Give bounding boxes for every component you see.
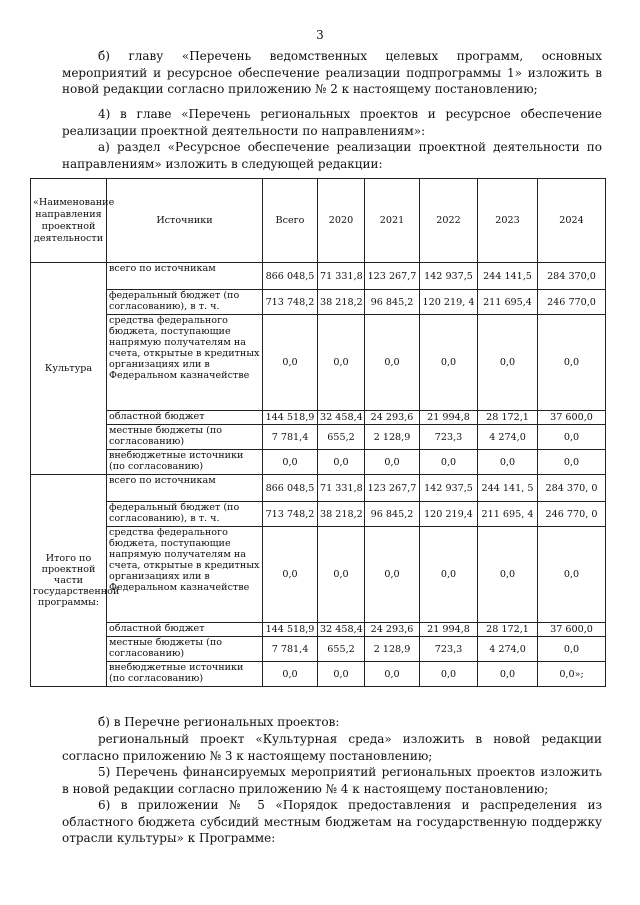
value-cell: 0,0: [538, 315, 606, 411]
value-cell: 0,0: [263, 450, 318, 475]
source-cell: областной бюджет: [107, 623, 263, 637]
value-cell: 120 219, 4: [420, 290, 478, 315]
value-cell: 211 695,4: [478, 290, 538, 315]
value-cell: 284 370,0: [538, 263, 606, 290]
value-cell: 713 748,2: [263, 290, 318, 315]
value-cell: 123 267,7: [365, 263, 420, 290]
table-row: [31, 502, 606, 527]
value-cell: 21 994,8: [420, 623, 478, 637]
table-row: [31, 662, 606, 687]
value-cell: 142 937,5: [420, 475, 478, 502]
value-cell: 0,0: [318, 662, 365, 687]
value-cell: 0,0: [420, 315, 478, 411]
table-row: [31, 623, 606, 637]
table-row: [31, 425, 606, 450]
resource-table: [30, 178, 606, 687]
value-cell: 0,0: [538, 450, 606, 475]
direction-total: Итого по проектной части государственной программы:: [31, 475, 107, 687]
value-cell: 723,3: [420, 425, 478, 450]
value-cell: 0,0: [538, 425, 606, 450]
value-cell: 244 141,5: [478, 263, 538, 290]
value-cell: 71 331,8: [318, 475, 365, 502]
source-cell: областной бюджет: [107, 411, 263, 425]
value-cell: 24 293,6: [365, 411, 420, 425]
value-cell: 0,0: [318, 527, 365, 623]
source-cell: всего по источникам: [107, 475, 263, 502]
table-row: [31, 527, 606, 623]
table-row: [31, 475, 606, 502]
value-cell: 0,0: [478, 662, 538, 687]
value-cell: 120 219,4: [420, 502, 478, 527]
header-year: 2024: [538, 179, 606, 263]
header-year: 2021: [365, 179, 420, 263]
value-cell: 0,0: [478, 527, 538, 623]
value-cell: 0,0: [365, 450, 420, 475]
paragraph-regional-list: б) в Перечне региональных проектов:: [98, 715, 340, 729]
value-cell: 866 048,5: [263, 475, 318, 502]
source-cell: федеральный бюджет (по согласованию), в т. ч.: [107, 502, 263, 527]
table-row: [31, 411, 606, 425]
source-cell: федеральный бюджет (по согласованию), в т. ч.: [107, 290, 263, 315]
source-cell: средства федерального бюджета, поступающие напрямую получателям на счета, открытые в кредитных организациях или в Федеральном казначействе: [107, 527, 263, 623]
table-row: [31, 290, 606, 315]
table-row: [31, 450, 606, 475]
table-row: [31, 263, 606, 290]
value-cell: 37 600,0: [538, 623, 606, 637]
value-cell: 24 293,6: [365, 623, 420, 637]
value-cell: 96 845,2: [365, 290, 420, 315]
table-row: [31, 315, 606, 411]
value-cell: 28 172,1: [478, 623, 538, 637]
value-cell: 0,0: [263, 527, 318, 623]
value-cell: 0,0: [420, 662, 478, 687]
source-cell: внебюджетные источники (по согласованию): [107, 662, 263, 687]
value-cell: 71 331,8: [318, 263, 365, 290]
value-cell: 0,0: [263, 315, 318, 411]
header-year: 2020: [318, 179, 365, 263]
source-cell: внебюджетные источники (по согласованию): [107, 450, 263, 475]
header-year: 2022: [420, 179, 478, 263]
value-cell: 0,0»;: [538, 662, 606, 687]
value-cell: 246 770, 0: [538, 502, 606, 527]
value-cell: 655,2: [318, 637, 365, 662]
value-cell: 655,2: [318, 425, 365, 450]
value-cell: 32 458,4: [318, 623, 365, 637]
value-cell: 37 600,0: [538, 411, 606, 425]
value-cell: 713 748,2: [263, 502, 318, 527]
value-cell: 0,0: [365, 662, 420, 687]
value-cell: 123 267,7: [365, 475, 420, 502]
paragraph-section-a: а) раздел «Ресурсное обеспечение реализации проектной деятельности по направлениям» изложить в следующей редакции:: [62, 140, 602, 171]
value-cell: 0,0: [263, 662, 318, 687]
header-total: Всего: [263, 179, 318, 263]
value-cell: 284 370, 0: [538, 475, 606, 502]
value-cell: 38 218,2: [318, 502, 365, 527]
paragraph-chapter-b: б) главу «Перечень ведомственных целевых программ, основных мероприятий и ресурсное обеспечение реализации подпрограммы 1» изложить в новой редакции согласно приложению № 2 к настоящему постановлению;: [62, 49, 602, 96]
paragraph-cultural-environment: региональный проект «Культурная среда» изложить в новой редакции согласно приложению № 3 к настоящему постановлению;: [62, 732, 602, 763]
paragraph-item-5: 5) Перечень финансируемых мероприятий региональных проектов изложить в новой редакции согласно приложению № 4 к настоящему постановлению;: [62, 765, 602, 796]
paragraph-item-4: 4) в главе «Перечень региональных проектов и ресурсное обеспечение реализации проектной деятельности по направлениям»:: [62, 107, 602, 138]
header-year: 2023: [478, 179, 538, 263]
value-cell: 4 274,0: [478, 637, 538, 662]
value-cell: 0,0: [538, 637, 606, 662]
value-cell: 0,0: [365, 315, 420, 411]
value-cell: 0,0: [420, 527, 478, 623]
header-sources: Источники: [107, 179, 263, 263]
value-cell: 211 695, 4: [478, 502, 538, 527]
value-cell: 2 128,9: [365, 637, 420, 662]
paragraph-item-6: 6) в приложении № 5 «Порядок предоставления и распределения из областного бюджета субсидий местным бюджетам на государственную поддержку отрасли культуры» к Программе:: [62, 798, 602, 845]
value-cell: 28 172,1: [478, 411, 538, 425]
value-cell: 21 994,8: [420, 411, 478, 425]
value-cell: 144 518,9: [263, 411, 318, 425]
value-cell: 0,0: [318, 315, 365, 411]
source-cell: местные бюджеты (по согласованию): [107, 425, 263, 450]
value-cell: 0,0: [538, 527, 606, 623]
source-cell: средства федерального бюджета, поступающие напрямую получателям на счета, открытые в кредитных организациях или в Федеральном казначействе: [107, 315, 263, 411]
direction-culture: Культура: [31, 263, 107, 475]
value-cell: 866 048,5: [263, 263, 318, 290]
source-cell: местные бюджеты (по согласованию): [107, 637, 263, 662]
value-cell: 244 141, 5: [478, 475, 538, 502]
value-cell: 32 458,4: [318, 411, 365, 425]
table-header-row: [31, 179, 606, 263]
value-cell: 4 274,0: [478, 425, 538, 450]
value-cell: 0,0: [478, 450, 538, 475]
value-cell: 142 937,5: [420, 263, 478, 290]
value-cell: 2 128,9: [365, 425, 420, 450]
page-number: 3: [316, 28, 324, 42]
value-cell: 246 770,0: [538, 290, 606, 315]
value-cell: 7 781,4: [263, 425, 318, 450]
table-row: [31, 637, 606, 662]
value-cell: 0,0: [318, 450, 365, 475]
value-cell: 7 781,4: [263, 637, 318, 662]
header-direction: «Наименование направления проектной деятельности: [31, 179, 107, 263]
value-cell: 96 845,2: [365, 502, 420, 527]
value-cell: 0,0: [478, 315, 538, 411]
value-cell: 0,0: [365, 527, 420, 623]
value-cell: 0,0: [420, 450, 478, 475]
value-cell: 723,3: [420, 637, 478, 662]
value-cell: 144 518,9: [263, 623, 318, 637]
value-cell: 38 218,2: [318, 290, 365, 315]
source-cell: всего по источникам: [107, 263, 263, 290]
